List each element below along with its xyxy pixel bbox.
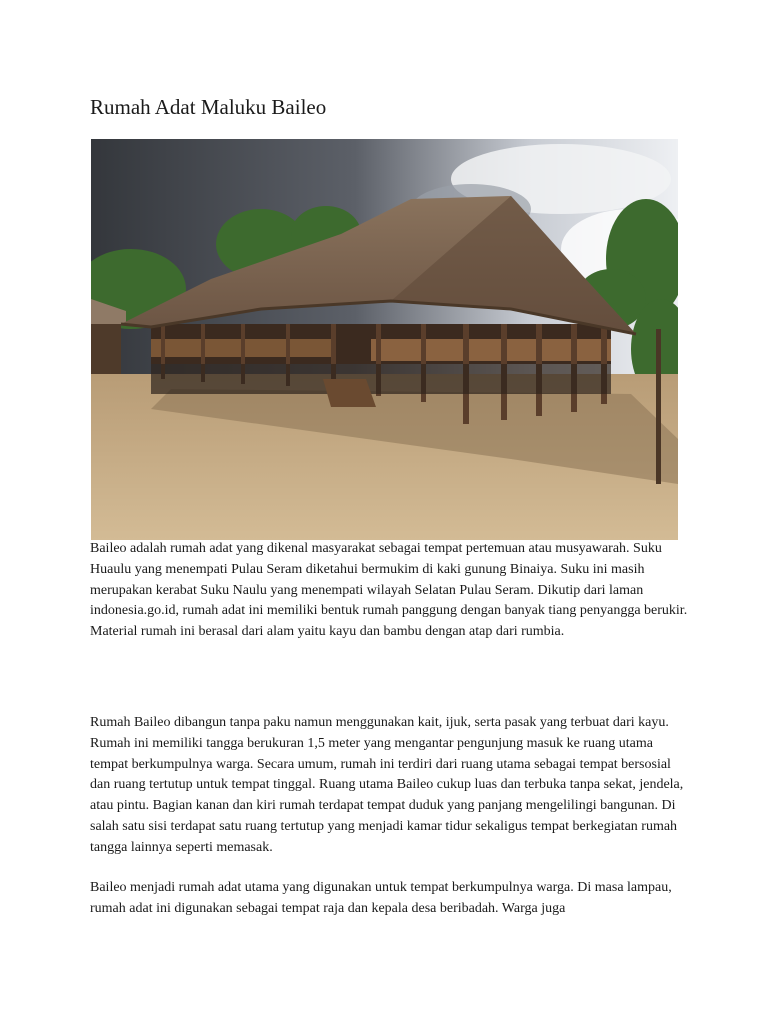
paragraph-2: Rumah Baileo dibangun tanpa paku namun menggunakan kait, ijuk, serta pasak yang terbuat dari kayu. Rumah ini memiliki tangga berukuran 1,5 meter yang mengantar pengunjung masuk ke ruang utama tempat berkumpulnya warga. Secara umum, rumah ini terdiri dari ruang utama sebagai tempat bersosial dan ruang tertutup untuk tempat tinggal. Ruang utama Baileo cukup luas dan terbuka tanpa sekat, jendela, atau pintu. Bagian kanan dan kiri rumah terdapat tempat duduk yang panjang mengelilingi bangunan. Di salah satu sisi terdapat satu ruang tertutup yang menjadi kamar tidur sekaligus tempat berkegiatan rumah tangga lainnya seperti memasak. <box>90 715 684 855</box>
baileo-house-illustration <box>91 139 678 540</box>
paragraph-3: Baileo menjadi rumah adat utama yang digunakan untuk tempat berkumpulnya warga. Di masa lampau, rumah adat ini digunakan sebagai tempat raja dan kepala desa beribadah. Warga juga <box>90 880 672 916</box>
baileo-house-photo <box>91 139 678 540</box>
paragraph-1: Baileo adalah rumah adat yang dikenal masyarakat sebagai tempat pertemuan atau musyawarah. Suku Huaulu yang menempati Pulau Seram diketahui bermukim di kaki gunung Binaiya. Suku ini masih merupakan kerabat Suku Naulu yang menempati wilayah Selatan Pulau Seram. Dikutip dari laman indonesia.go.id, rumah adat ini memiliki bentuk rumah panggung dengan banyak tiang penyangga berukir. Material rumah ini berasal dari alam yaitu kayu dan bambu dengan atap dari rumbia. <box>90 541 688 640</box>
page-title: Rumah Adat Maluku Baileo <box>90 95 327 119</box>
